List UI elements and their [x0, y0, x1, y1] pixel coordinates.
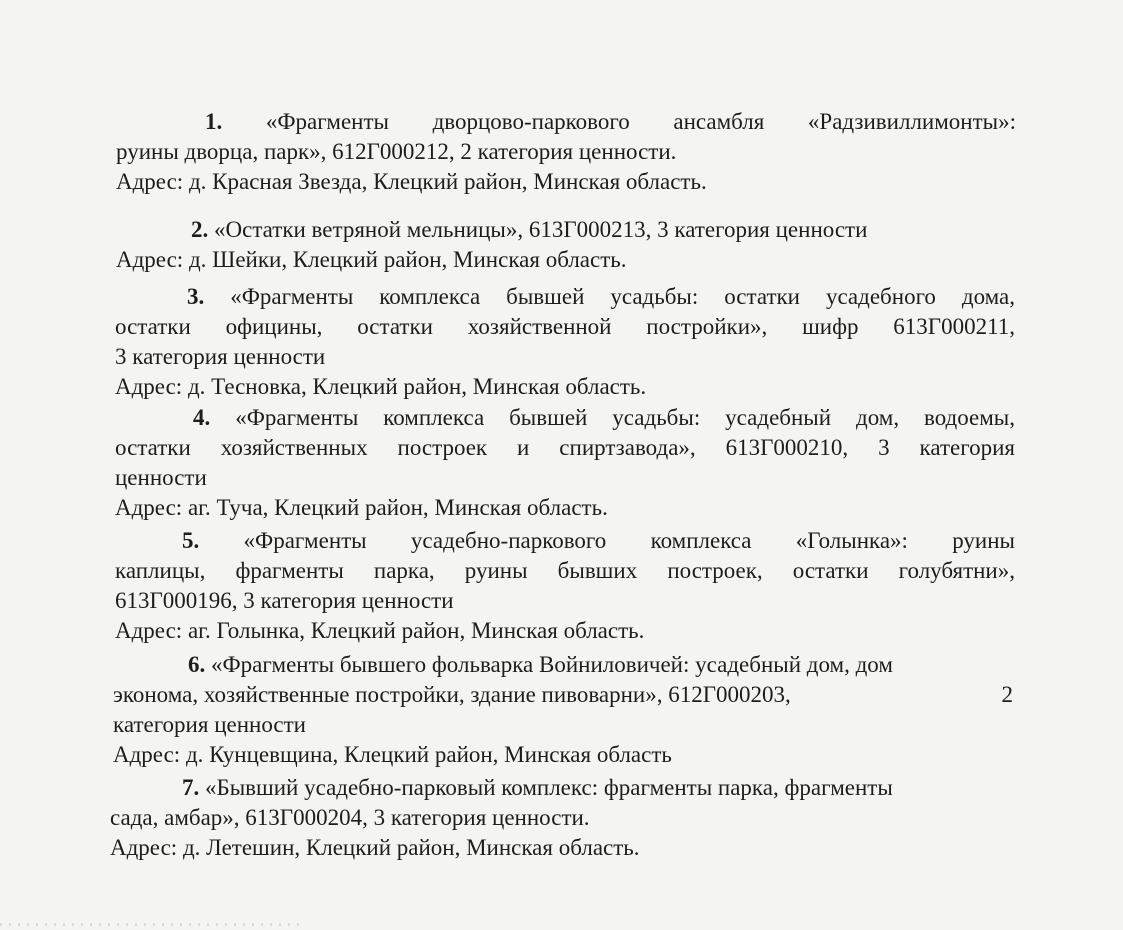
- entry-text: «Бывший усадебно-парковый комплекс: фрагменты парка, фрагменты: [205, 775, 893, 800]
- entry-7-line-2: сада, амбар», 613Г000204, 3 категория ценности.: [110, 805, 590, 830]
- scan-noise: [0, 923, 300, 926]
- entry-2-address: Адрес: д. Шейки, Клецкий район, Минская область.: [116, 247, 627, 272]
- entry-1-line-2: руины дворца, парк», 612Г000212, 2 категория ценности.: [116, 139, 677, 164]
- entry-number: 5.: [182, 528, 200, 553]
- entry-number: 6.: [188, 652, 206, 677]
- entry-number: 2.: [191, 217, 209, 242]
- entry-text: 2: [1001, 682, 1013, 707]
- entry-text: «Фрагменты дворцово-паркового ансамбля «Радзивиллимонты»:: [265, 109, 1016, 134]
- entry-number: 3.: [187, 284, 205, 309]
- entry-5-address: Адрес: аг. Голынка, Клецкий район, Минская область.: [115, 618, 645, 643]
- entry-text: «Фрагменты комплекса бывшей усадьбы: остатки усадебного дома,: [230, 284, 1016, 309]
- entry-1-line-1: [116, 107, 1016, 137]
- entry-4: [115, 403, 1015, 523]
- entry-6-address: Адрес: д. Кунцевщина, Клецкий район, Минская область: [113, 742, 672, 767]
- entry-4-address: Адрес: аг. Туча, Клецкий район, Минская область.: [115, 495, 608, 520]
- entry-1-address: Адрес: д. Красная Звезда, Клецкий район, Минская область.: [116, 169, 707, 194]
- entry-5: [115, 526, 1015, 646]
- entry-number: 4.: [193, 405, 211, 430]
- entry-6: [113, 650, 1013, 770]
- entry-3-address: Адрес: д. Тесновка, Клецкий район, Минская область.: [115, 374, 647, 399]
- entry-5-line-2: каплицы, фрагменты парка, руины бывших построек, остатки голубятни»,: [115, 558, 1015, 583]
- entry-text: «Фрагменты усадебно-паркового комплекса «Голынка»: руины: [243, 528, 1015, 553]
- entry-7: [110, 773, 1013, 863]
- entry-2: [116, 215, 1016, 275]
- entry-text: «Фрагменты бывшего фольварка Войниловичей: усадебный дом, дом: [211, 652, 893, 677]
- entry-5-line-1: [115, 526, 1015, 556]
- entry-number: 7.: [182, 775, 200, 800]
- entry-text: «Фрагменты комплекса бывшей усадьбы: усадебный дом, водоемы,: [235, 405, 1016, 430]
- entry-6-line-2: [113, 680, 1013, 710]
- entry-3-line-2: остатки официны, остатки хозяйственной постройки», шифр 613Г000211,: [115, 314, 1015, 339]
- entry-7-address: Адрес: д. Летешин, Клецкий район, Минская область.: [110, 835, 640, 860]
- entry-2-line-1: [116, 215, 1016, 245]
- entry-number: 1.: [205, 109, 223, 134]
- entry-3-line-3: 3 категория ценности: [115, 344, 326, 369]
- entry-6-line-1: [113, 650, 1013, 680]
- entry-4-line-1: [115, 403, 1015, 433]
- entry-5-line-3: 613Г000196, 3 категория ценности: [115, 588, 454, 613]
- entry-text: «Остатки ветряной мельницы», 613Г000213, 3 категория ценности: [214, 217, 868, 242]
- entry-4-line-2: остатки хозяйственных построек и спиртзавода», 613Г000210, 3 категория: [115, 435, 1015, 460]
- entry-4-line-3: ценности: [115, 465, 207, 490]
- entry-3-line-1: [115, 282, 1015, 312]
- entry-3: [115, 282, 1015, 402]
- entry-text: эконома, хозяйственные постройки, здание пивоварни», 612Г000203,: [113, 682, 791, 707]
- entry-7-line-1: [110, 773, 1013, 803]
- entry-1: [116, 107, 1016, 197]
- entry-6-line-3: категория ценности: [113, 712, 306, 737]
